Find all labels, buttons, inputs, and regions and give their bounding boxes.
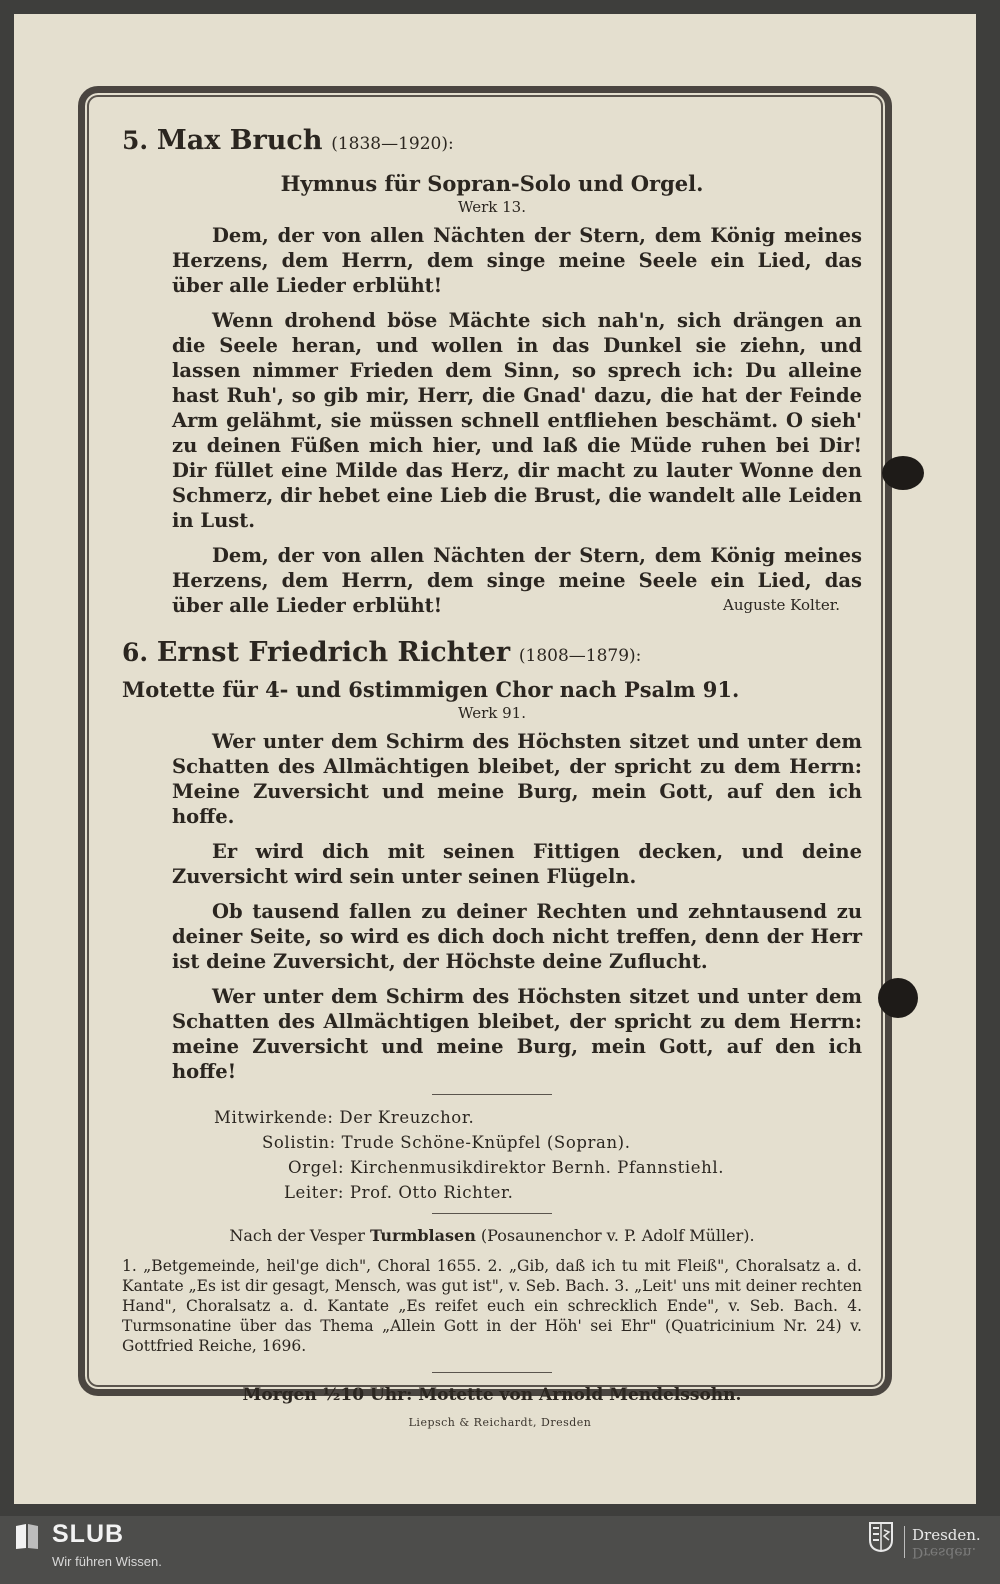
credit-line: Mitwirkende: Der Kreuzchor. — [214, 1108, 475, 1127]
lyric-paragraph: Er wird dich mit seinen Fittigen decken, und deine Zuversicht wird sein unter seinen Flügeln. — [172, 840, 862, 888]
opus-number: Werk 91. — [458, 704, 526, 722]
printer-imprint: Liepsch & Reichardt, Dresden — [408, 1416, 592, 1429]
piece-title: Hymnus für Sopran-Solo und Orgel. — [280, 171, 704, 196]
divider — [432, 1372, 552, 1373]
section-5 — [122, 124, 862, 618]
lyric-paragraph: Wer unter dem Schirm des Höchsten sitzet und unter dem Schatten des Allmächtigen bleibet, der spricht zu dem Herrn: meine Zuversicht und meine Burg, mein Gott, auf den ich hoffe! — [172, 985, 862, 1083]
section-number: 6. — [122, 638, 149, 667]
punch-hole-upper — [882, 456, 924, 490]
lyric-paragraph: Dem, der von allen Nächten der Stern, dem König meines Herzens, dem Herrn, dem singe meine Seele ein Lied, das über alle Lieder erblüht! — [172, 224, 862, 297]
section-number: 5. — [122, 126, 149, 155]
composer-name: Max Bruch — [156, 125, 323, 156]
composer-years: (1838—1920): — [331, 134, 454, 154]
library-claim: Wir führen Wissen. — [52, 1554, 162, 1569]
opus-number: Werk 13. — [458, 198, 526, 216]
divider — [432, 1213, 552, 1214]
book-icon — [14, 1522, 40, 1550]
library-name: SLUB — [52, 1520, 125, 1548]
section-6 — [122, 636, 862, 1084]
lyric-text: Dem, der von allen Nächten der Stern, dem König meines Herzens, dem Herrn, dem singe meine Seele ein Lied, das über alle Lieder erblüht! — [172, 544, 862, 617]
composer-name: Ernst Friedrich Richter — [156, 637, 511, 668]
performers-credits — [214, 1105, 862, 1205]
tomorrow-announcement: Morgen ½10 Uhr: Motette von Arnold Mendelssohn. — [242, 1384, 742, 1405]
after-vesper-prefix: Nach der Vesper — [229, 1226, 365, 1245]
library-footer — [0, 1516, 1000, 1584]
footer-separator — [904, 1526, 905, 1558]
poet-credit: Auguste Kolter. — [723, 596, 840, 614]
after-vesper-suffix: (Posaunenchor v. P. Adolf Müller). — [480, 1226, 755, 1245]
punch-hole-lower — [878, 978, 918, 1018]
tower-music-list: 1. „Betgemeinde, heil'ge dich", Choral 1655. 2. „Gib, daß ich tu mit Fleiß", Choralsatz a. d. Kantate „Es ist dir gesagt, Mensch, was gut ist", v. Seb. Bach. 3. „Leit' uns mit deiner rechten Hand", Choralsatz a. d. Kantate „Es reifet euch ein schrecklich Ende", v. Seb. Bach. 4. Turmsonatine über das Thema „Allein Gott in der Höh' sei Ehr" (Quatricinium Nr. 24) v. Gottfried Reiche, 1696. — [122, 1257, 862, 1355]
divider — [432, 1094, 552, 1095]
city-crest-icon — [869, 1522, 893, 1552]
credit-line: Solistin: Trude Schöne-Knüpfel (Sopran). — [262, 1133, 631, 1152]
lyric-paragraph: Ob tausend fallen zu deiner Rechten und zehntausend zu deiner Seite, so wird es dich doch nicht treffen, denn der Herr ist deine Zuversicht, der Höchste deine Zuflucht. — [172, 900, 862, 973]
program-content — [122, 124, 862, 1425]
after-vesper-highlight: Turmblasen — [369, 1226, 476, 1245]
section-5-heading — [122, 124, 862, 161]
lyric-paragraph — [172, 543, 862, 618]
composer-years: (1808—1879): — [518, 646, 642, 666]
lyric-paragraph: Wer unter dem Schirm des Höchsten sitzet und unter dem Schatten des Allmächtigen bleibet, der spricht zu dem Herrn: Meine Zuversicht und meine Burg, mein Gott, auf den ich hoffe. — [172, 730, 862, 828]
city-name-reflection: Dresden. — [912, 1544, 977, 1560]
piece-title: Motette für 4- und 6stimmigen Chor nach Psalm 91. — [122, 677, 740, 702]
city-name: Dresden. — [912, 1526, 981, 1544]
after-vesper-note — [122, 1224, 862, 1248]
section-6-heading — [122, 636, 862, 673]
credit-line: Leiter: Prof. Otto Richter. — [284, 1183, 514, 1202]
credit-line: Orgel: Kirchenmusikdirektor Bernh. Pfannstiehl. — [288, 1158, 725, 1177]
lyric-paragraph: Wenn drohend böse Mächte sich nah'n, sich drängen an die Seele heran, und wollen in das Dunkel sie ziehn, und lassen nimmer Frieden dem Sinn, so sprech ich: Du alleine hast Ruh', so gib mir, Herr, die Gnad' dazu, die hat der Feinde Arm gelähmt, sie müssen schnell entfliehen beschämt. O sieh' zu deinen Füßen mich hier, und laß die Müde ruhen bei Dir! Dir füllet eine Milde das Herz, dir macht zu lauter Wonne den Schmerz, dir hebet eine Lieb die Brust, die wandelt alle Leiden in Lust. — [172, 309, 862, 532]
